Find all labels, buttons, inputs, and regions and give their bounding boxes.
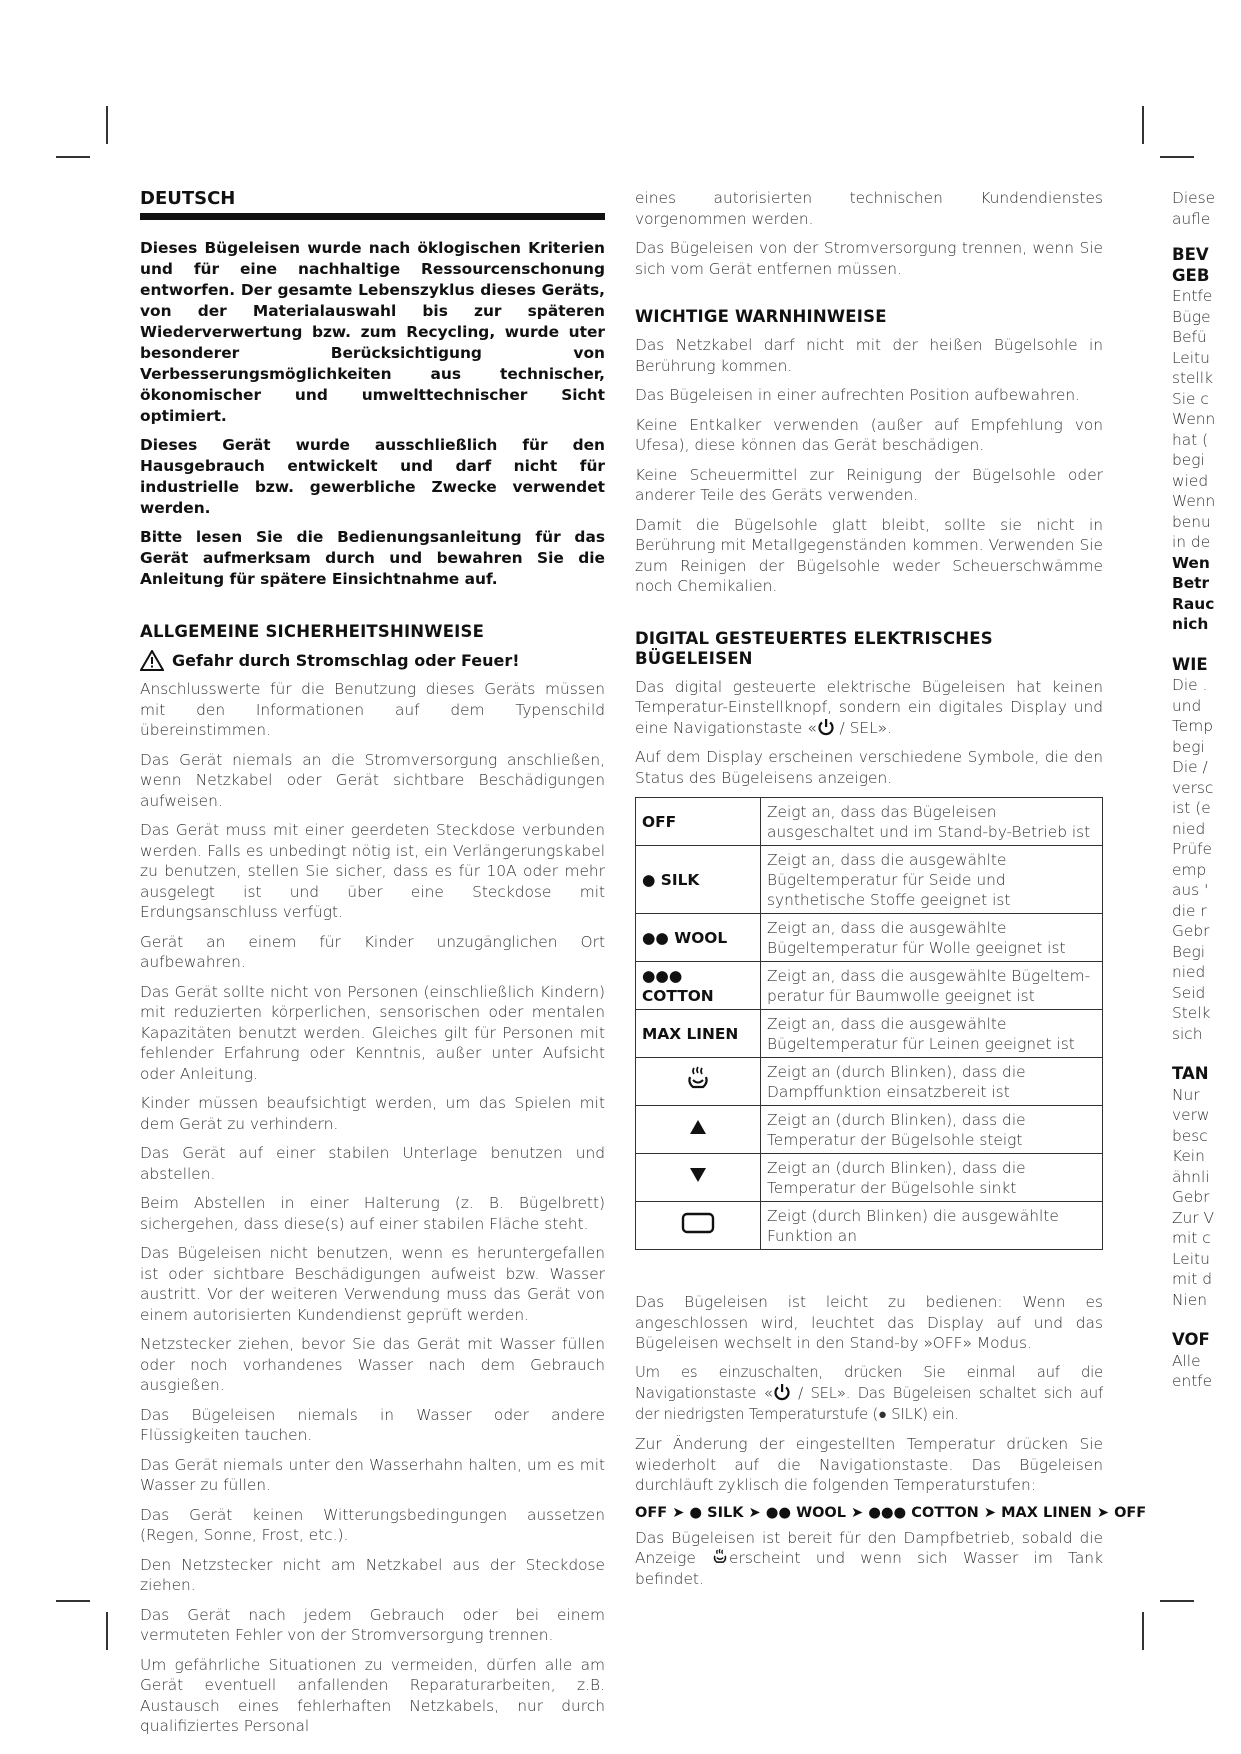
cropped-text: Betr — [1172, 574, 1210, 592]
crop-mark — [56, 1600, 90, 1602]
cropped-heading: VOF — [1172, 1330, 1210, 1349]
table-row — [636, 1010, 1103, 1058]
digital-heading: DIGITAL GESTEUERTES ELEKTRISCHES BÜGELEISEN — [635, 628, 993, 668]
important-paragraph: Keine Scheuermittel zur Reinigung der Bügelsohle oder anderer Teile des Geräts verwenden. — [635, 465, 1103, 504]
continued-paragraph: Das Bügeleisen von der Stromversorgung trennen, wenn Sie sich vom Gerät entfernen müssen. — [635, 239, 1103, 278]
symbol-description: Zeigt an, dass das Bügeleisen ausgeschaltet und im Stand-by-Betrieb ist — [761, 798, 1103, 846]
important-paragraph: Damit die Bügelsohle glatt bleibt, sollte sie nicht in Berührung mit Metallgegenständen kommen. Verwenden Sie zum Reinigen der Bügelsohle weder Scheuerschwämme noch Chemikalien. — [635, 515, 1103, 595]
cropped-text: Stelk — [1172, 1004, 1211, 1022]
symbol-label: MAX LINEN — [636, 1010, 761, 1058]
safety-paragraphs — [140, 679, 605, 1737]
important-paragraph: Keine Entkalker verwenden (außer auf Empfehlung von Ufesa), diese können das Gerät beschädigen. — [635, 415, 1103, 454]
operation-paragraph: Zur Änderung der eingestellten Temperatur drücken Sie wiederholt auf die Navigationstaste. Das Bügeleisen durchläuft zyklisch die folgenden Temperaturstufen: — [635, 1435, 1103, 1494]
sequence-step: OFF — [635, 1504, 668, 1521]
symbol-description: Zeigt an, dass die ausgewählte Bügeltemperatur für Wolle geeignet ist — [761, 914, 1103, 962]
cropped-text: hat ( — [1172, 430, 1209, 449]
table-row — [636, 962, 1103, 1010]
operation-text-b: / SEL». Das Bügeleisen schaltet sich auf der niedrigsten Temperaturstufe (● SILK) ein. — [635, 1385, 1103, 1423]
sequence-step: ● SILK — [689, 1504, 744, 1521]
sequence-step: OFF — [1114, 1504, 1147, 1521]
safety-paragraph: Den Netzstecker nicht am Netzkabel aus der Steckdose ziehen. — [140, 1555, 605, 1594]
cropped-text: nied — [1172, 819, 1206, 838]
safety-paragraph: Netzstecker ziehen, bevor Sie das Gerät mit Wasser füllen oder noch vorhandenes Wasser nach dem Gebrauch ausgießen. — [140, 1335, 605, 1394]
frame-icon — [681, 1212, 715, 1234]
cropped-text: emp — [1172, 860, 1207, 879]
crop-mark — [1142, 1612, 1144, 1650]
cropped-text: ähnli — [1172, 1167, 1210, 1186]
arrow-icon: ➤ — [748, 1504, 761, 1521]
symbol-description: Zeigt an, dass die ausgewählte Bügeltemperatur für Seide und synthetische Stoffe geeignet ist — [761, 846, 1103, 914]
cropped-text: wied — [1172, 471, 1209, 490]
symbol-icon-cell — [636, 1106, 761, 1154]
cropped-text: Zur V — [1172, 1208, 1215, 1227]
operation-paragraph: Das Bügeleisen ist leicht zu bedienen: Wenn es angeschlossen wird, leuchtet das Display auf und das Bügeleisen wechselt in den Stand-by »OFF» Modus. — [635, 1293, 1103, 1352]
column-left — [140, 188, 605, 1746]
digital-text-a: Das digital gesteuerte elektrische Bügeleisen hat keinen Temperatur-Einstellknopf, sondern ein digitales Display und eine Navigationstaste « — [635, 677, 1103, 737]
operation-paragraph — [635, 1528, 1103, 1590]
table-row — [636, 1202, 1103, 1250]
cropped-heading: BEV — [1172, 245, 1209, 264]
cropped-text: mit c — [1172, 1229, 1211, 1247]
safety-paragraph: Das Gerät muss mit einer geerdeten Steckdose verbunden werden. Falls es unbedingt nötig ist, ein Verlängerungskabel zu benutzen, stellen Sie sicher, dass es für 10A oder mehr ausgelegt ist und über eine Steckdose mit Erdungsanschluss verfügt. — [140, 821, 605, 921]
important-heading: WICHTIGE WARNHINWEISE — [635, 307, 887, 326]
symbol-description: Zeigt an, dass die ausgewählte Bügeltem-peratur für Baumwolle geeignet ist — [761, 962, 1103, 1010]
safety-paragraph: Beim Abstellen in einer Halterung (z. B. Bügelbrett) sichergehen, dass diese(s) auf einer stabilen Fläche steht. — [140, 1194, 605, 1233]
crop-mark — [1142, 106, 1144, 144]
cropped-heading: WIE — [1172, 654, 1208, 674]
temperature-sequence — [635, 1504, 1147, 1521]
symbol-description: Zeigt an (durch Blinken), dass die Temperatur der Bügelsohle sinkt — [761, 1154, 1103, 1202]
cropped-text: Sie c — [1172, 389, 1209, 408]
safety-paragraph: Um gefährliche Situationen zu vermeiden, dürfen alle am Gerät eventuell anfallenden Reparaturarbeiten, z.B. Austausch eines fehlerhaften Netzkabels, nur durch qualifiziertes Personal — [140, 1655, 605, 1735]
safety-paragraph: Das Gerät niemals unter den Wasserhahn halten, um es mit Wasser zu füllen. — [140, 1455, 605, 1494]
cropped-text: Leitu — [1172, 348, 1210, 367]
cropped-text: in de — [1172, 533, 1211, 551]
intro-paragraph: Bitte lesen Sie die Bedienungsanleitung für das Gerät aufmerksam durch und bewahren Sie die Anleitung für spätere Einsichtnahme auf. — [140, 528, 605, 588]
steam-icon — [711, 1548, 729, 1566]
cropped-text: Alle — [1172, 1351, 1201, 1370]
display-symbol-table — [635, 797, 1103, 1250]
continued-paragraph: eines autorisierten technischen Kundendienstes vorgenommen werden. — [635, 189, 1103, 228]
cropped-text: Begi — [1172, 942, 1206, 961]
cropped-text: Befü — [1172, 328, 1207, 346]
symbol-description: Zeigt an (durch Blinken), dass die Dampffunktion einsatzbereit ist — [761, 1058, 1103, 1106]
important-paragraph: Das Bügeleisen in einer aufrechten Position aufbewahren. — [635, 386, 1080, 404]
cropped-text: Wenn — [1172, 410, 1216, 428]
up-triangle-icon — [689, 1119, 707, 1135]
symbol-description: Zeigt an (durch Blinken), dass die Temperatur der Bügelsohle steigt — [761, 1106, 1103, 1154]
crop-mark — [106, 106, 108, 144]
operation-text-a: Um es einzuschalten, drücken Sie einmal auf die Navigationstaste « — [635, 1363, 1103, 1402]
cropped-text: stellk — [1172, 369, 1213, 387]
cropped-text: nich — [1172, 615, 1209, 633]
intro-paragraph: Dieses Bügeleisen wurde nach öklogischen Kriterien und für eine nachhaltige Ressourcenschonung entworfen. Der gesamte Lebenszyklus dieses Geräts, von der Materialauswahl bis zur späteren Wiederverwertung bzw. zum Recycling, wurde uter besonderer Berücksichtigung von Verbesserungsmöglichkeiten aus technischer, ökonomischer und umwelttechnischer Sicht optimiert. — [140, 239, 605, 425]
crop-mark — [106, 1612, 108, 1650]
cropped-text: begi — [1172, 451, 1205, 469]
sequence-step: ●●● COTTON — [868, 1504, 979, 1521]
cropped-text: Wenn — [1172, 492, 1216, 510]
down-triangle-icon — [689, 1167, 707, 1183]
language-heading: DEUTSCH — [140, 188, 605, 220]
cropped-text: Leitu — [1172, 1249, 1210, 1268]
intro — [140, 238, 605, 590]
symbol-description: Zeigt an, dass die ausgewählte Bügeltemperatur für Leinen geeignet ist — [761, 1010, 1103, 1058]
table-row — [636, 1154, 1103, 1202]
cropped-text: Temp — [1172, 717, 1214, 735]
cropped-text: mit d — [1172, 1270, 1212, 1288]
symbol-label: OFF — [636, 798, 761, 846]
digital-text-b: / SEL». — [834, 718, 893, 737]
steam-text-b: erscheint und wenn sich Wasser im Tank befindet. — [635, 1549, 1103, 1588]
cropped-text: Nur — [1172, 1085, 1200, 1104]
cropped-text: Entfe — [1172, 287, 1213, 305]
symbol-icon-cell — [636, 1154, 761, 1202]
cropped-text: Büge — [1172, 307, 1211, 326]
symbol-description: Zeigt (durch Blinken) die ausgewählte Funktion an — [761, 1202, 1103, 1250]
cropped-text: verw — [1172, 1106, 1210, 1124]
arrow-icon: ➤ — [1096, 1504, 1110, 1521]
warning-triangle-icon — [140, 650, 164, 671]
cropped-text: sich — [1172, 1024, 1203, 1043]
crop-mark — [1160, 156, 1194, 158]
warning-line — [140, 650, 605, 671]
cropped-text: versc — [1172, 778, 1214, 797]
cropped-text: entfe — [1172, 1372, 1213, 1390]
safety-paragraph: Kinder müssen beaufsichtigt werden, um das Spielen mit dem Gerät zu verhindern. — [140, 1094, 605, 1133]
cropped-text: Die . — [1172, 676, 1208, 694]
arrow-icon: ➤ — [672, 1504, 685, 1521]
symbol-icon-cell — [636, 1058, 761, 1106]
symbol-label: ● SILK — [636, 846, 761, 914]
sequence-step: MAX LINEN — [1001, 1504, 1092, 1521]
cropped-heading: GEB — [1172, 265, 1210, 285]
arrow-icon: ➤ — [983, 1504, 997, 1521]
warning-text: Gefahr durch Stromschlag oder Feuer! — [172, 651, 520, 670]
cropped-text: ist (e — [1172, 799, 1211, 817]
safety-paragraph: Das Gerät sollte nicht von Personen (einschließlich Kindern) mit reduzierten körperlichen, sensorischen oder mentalen Kapazitäten benutzt werden. Gleiches gilt für Personen mit fehlender Erfahrung oder Kenntnis, außer unter Aufsicht oder Anleitung. — [140, 982, 605, 1083]
cropped-text: die r — [1172, 901, 1207, 920]
cropped-text: besc — [1172, 1126, 1208, 1145]
symbol-label: ●● WOOL — [636, 914, 761, 962]
arrow-icon: ➤ — [851, 1504, 864, 1521]
table-row — [636, 1058, 1103, 1106]
cropped-text: Wen — [1172, 553, 1210, 572]
symbol-label: ●●● COTTON — [636, 962, 761, 1010]
safety-heading: ALLGEMEINE SICHERHEITSHINWEISE — [140, 622, 485, 641]
sequence-step: ●● WOOL — [765, 1504, 846, 1521]
operation-paragraph — [635, 1363, 1103, 1426]
cropped-text: Rauc — [1172, 594, 1215, 613]
digital-paragraph — [635, 677, 1103, 739]
cropped-text: Diese — [1172, 189, 1216, 207]
important-paragraph: Das Netzkabel darf nicht mit der heißen Bügelsohle in Berührung kommen. — [635, 336, 1103, 375]
power-icon — [773, 1383, 791, 1401]
power-icon — [817, 718, 835, 736]
cropped-text: benu — [1172, 512, 1211, 531]
cropped-text: Nien — [1172, 1290, 1208, 1309]
cropped-text: Die / — [1172, 758, 1208, 776]
cropped-text: aus ' — [1172, 881, 1209, 899]
cropped-text: Gebr — [1172, 1188, 1210, 1206]
safety-paragraph: Anschlusswerte für die Benutzung dieses Geräts müssen mit den Informationen auf dem Typenschild übereinstimmen. — [140, 680, 605, 739]
intro-paragraph: Dieses Gerät wurde ausschließlich für den Hausgebrauch entwickelt und darf nicht für industrielle bzw. gewerbliche Zwecke verwendet werden. — [140, 436, 605, 517]
steam-text-a: Das Bügeleisen ist bereit für den Dampfbetrieb, sobald die Anzeige — [635, 1528, 1103, 1567]
digital-paragraph: Auf dem Display erscheinen verschiedene Symbole, die den Status des Bügeleisens anzeigen. — [635, 748, 1103, 787]
safety-paragraph: Das Gerät auf einer stabilen Unterlage benutzen und abstellen. — [140, 1144, 605, 1183]
table-row — [636, 1106, 1103, 1154]
cropped-text: Kein — [1172, 1147, 1205, 1165]
table-row — [636, 798, 1103, 846]
symbol-icon-cell — [636, 1202, 761, 1250]
cropped-text: begi — [1172, 737, 1205, 756]
table-row — [636, 914, 1103, 962]
cropped-text: Prüfe — [1172, 840, 1212, 858]
safety-paragraph: Das Gerät niemals an die Stromversorgung anschließen, wenn Netzkabel oder Gerät sichtbare Beschädigungen aufweisen. — [140, 750, 605, 810]
cropped-text: Gebr — [1172, 922, 1210, 940]
crop-mark — [1160, 1600, 1194, 1602]
cropped-text: und — [1172, 696, 1202, 715]
steam-icon — [684, 1065, 712, 1093]
crop-mark — [56, 156, 90, 158]
safety-paragraph: Das Gerät nach jedem Gebrauch oder bei einem vermuteten Fehler von der Stromversorgung trennen. — [140, 1605, 605, 1644]
column-middle — [635, 188, 1147, 1598]
cropped-text: Seid — [1172, 983, 1206, 1002]
cropped-text: aufle — [1172, 209, 1211, 228]
safety-paragraph: Gerät an einem für Kinder unzugänglichen Ort aufbewahren. — [140, 932, 605, 971]
safety-paragraph: Das Gerät keinen Witterungsbedingungen aussetzen (Regen, Sonne, Frost, etc.). — [140, 1505, 605, 1544]
cropped-text: nied — [1172, 963, 1206, 981]
safety-paragraph: Das Bügeleisen niemals in Wasser oder andere Flüssigkeiten tauchen. — [140, 1405, 605, 1444]
column-right-cropped — [1172, 188, 1241, 1392]
table-row — [636, 846, 1103, 914]
safety-paragraph: Das Bügeleisen nicht benutzen, wenn es heruntergefallen ist oder sichtbare Beschädigungen aufweist bzw. Wasser austritt. Vor der weiteren Verwendung muss das Gerät von einem autorisierten Kundendienst geprüft werden. — [140, 1244, 605, 1324]
cropped-heading: TAN — [1172, 1064, 1209, 1083]
